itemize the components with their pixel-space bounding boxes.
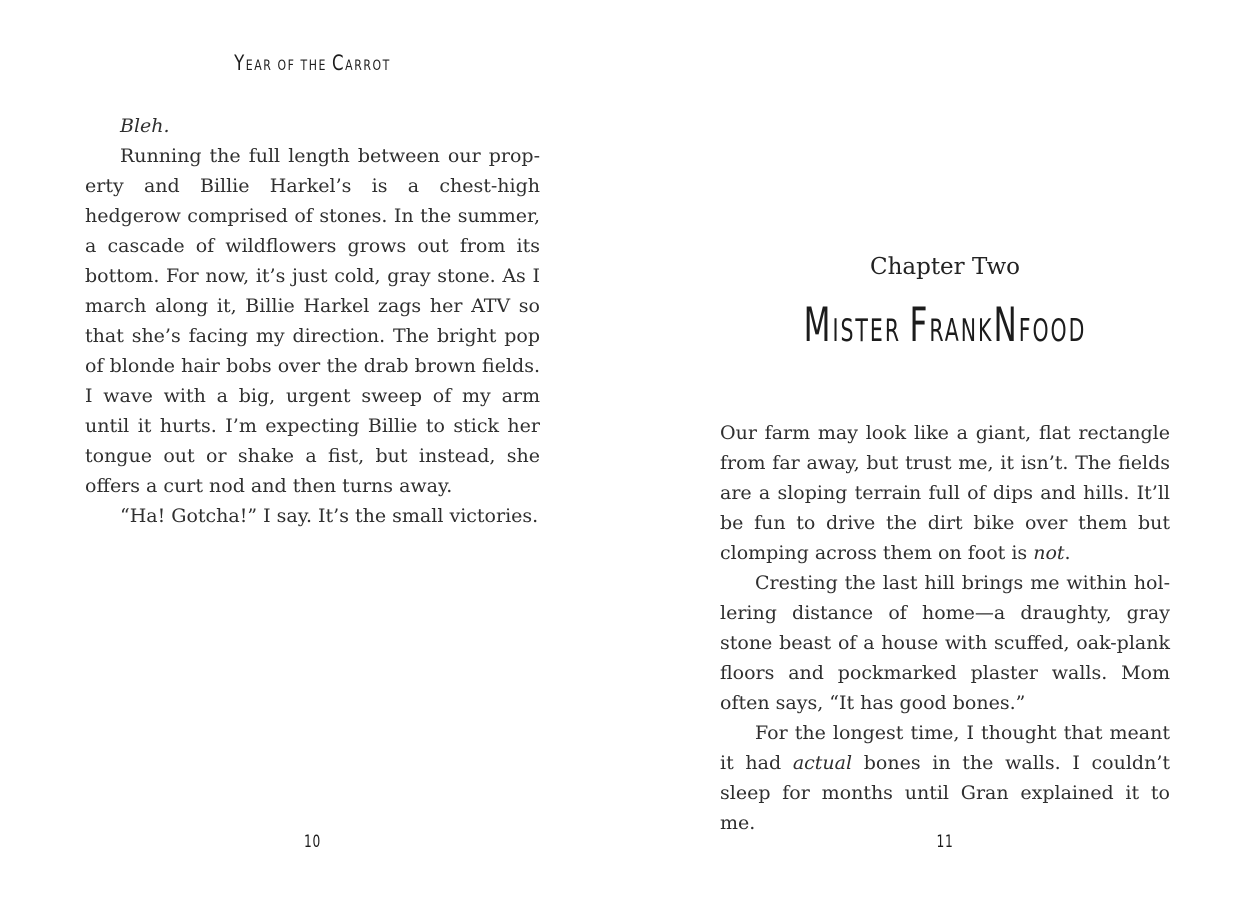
chapter-title: MISTER FRANKNFOOD <box>803 298 1087 353</box>
paragraph: For the longest time, I thought that meant it had actual bones in the walls. I couldn’t sleep for months until Gran explained it to me. <box>720 722 1170 834</box>
right-page-number: 11 <box>936 832 954 852</box>
running-header: YEAR OF THE CARROT <box>234 51 391 76</box>
right-page-body <box>720 418 1170 838</box>
left-page <box>85 0 540 900</box>
paragraph: Our farm may look like a giant, flat rectangle from far away, but trust me, it isn’t. The fields are a sloping terrain full of dips and hills. It’ll be fun to drive the dirt bike over them but clomping across them on foot is not. <box>720 422 1170 564</box>
right-page <box>720 0 1170 900</box>
paragraph: Running the full length between our property and Billie Harkel’s is a chest-high hedgerow comprised of stones. In the summer, a cascade of wildflowers grows out from its bottom. For now, it’s just cold, gray stone. As I march along it, Billie Harkel zags her ATV so that she’s facing my direction. The bright pop of blonde hair bobs over the drab brown fields. I wave with a big, urgent sweep of my arm until it hurts. I’m expecting Billie to stick her tongue out or shake a fist, but instead, she offers a curt nod and then turns away. <box>85 145 540 497</box>
chapter-label: Chapter Two <box>869 254 1021 280</box>
left-page-number: 10 <box>303 832 322 852</box>
left-page-body <box>85 111 540 531</box>
paragraph: “Ha! Gotcha!” I say. It’s the small victories. <box>120 505 539 527</box>
paragraph: Bleh. <box>120 115 170 137</box>
paragraph: Cresting the last hill brings me within hollering distance of home—a draughty, gray stone beast of a house with scuffed, oak-plank floors and pockmarked plaster walls. Mom often says, “It has good bones.” <box>720 572 1170 714</box>
